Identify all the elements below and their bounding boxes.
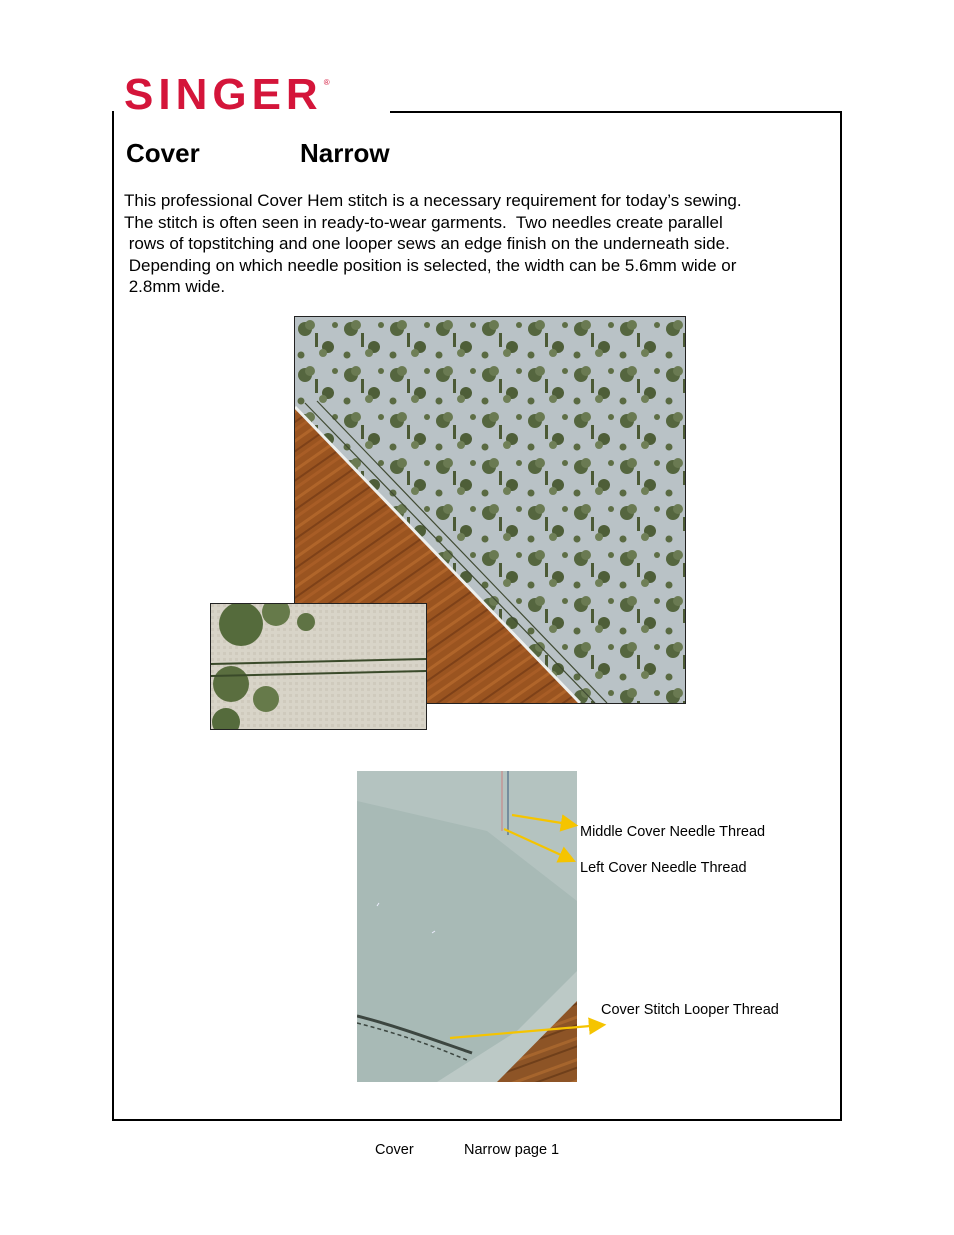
footer-cover: Cover — [375, 1142, 414, 1158]
registered-mark: ® — [323, 78, 330, 87]
logo-text: SINGER — [124, 70, 323, 119]
singer-logo — [124, 70, 330, 119]
page-title-narrow: Narrow — [300, 138, 390, 168]
stitch-closeup-photo — [210, 603, 427, 730]
description-line: rows of topstitching and one looper sews an edge finish on the underneath side. — [124, 234, 730, 254]
description-line: Depending on which needle position is selected, the width can be 5.6mm wide or — [124, 255, 737, 275]
looper-thread-label: Cover Stitch Looper Thread — [601, 1002, 779, 1018]
middle-needle-thread-label: Middle Cover Needle Thread — [580, 824, 766, 840]
folded-fabric-photo — [357, 771, 577, 1082]
description-line: This professional Cover Hem stitch is a necessary requirement for today’s sewing. — [124, 191, 742, 210]
description-line: 2.8mm wide. — [124, 277, 226, 297]
footer-page-label: Narrow page 1 — [464, 1142, 560, 1158]
description-paragraph — [124, 190, 824, 298]
description-line: The stitch is often seen in ready-to-wear garments. Two needles create parallel — [124, 212, 723, 232]
left-needle-thread-label: Left Cover Needle Thread — [580, 860, 747, 876]
page-title-cover: Cover — [126, 138, 200, 168]
